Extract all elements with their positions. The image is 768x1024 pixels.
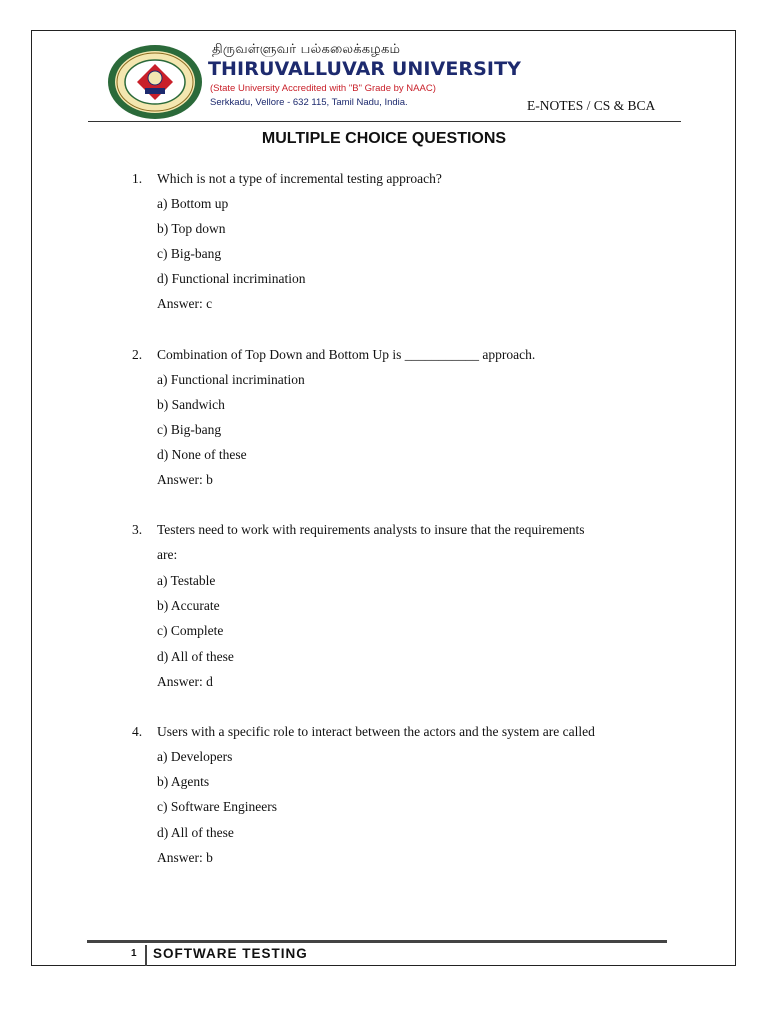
- footer-divider: [87, 940, 667, 943]
- option-text: c) Complete: [157, 623, 224, 638]
- answer-text: Answer: c: [157, 296, 213, 311]
- option-text: a) Functional incrimination: [157, 372, 305, 387]
- header-divider: [88, 121, 681, 122]
- question-number: 1.: [132, 171, 143, 186]
- question-text-continued: are:: [157, 547, 178, 562]
- question-text: Testers need to work with requirements analysts to insure that the requirements: [157, 522, 585, 537]
- answer-text: Answer: d: [157, 674, 213, 689]
- option-text: b) Agents: [157, 774, 210, 789]
- question-number: 2.: [132, 347, 143, 362]
- footer-subject: SOFTWARE TESTING: [153, 946, 308, 961]
- option-text: c) Software Engineers: [157, 799, 277, 814]
- option-text: c) Big-bang: [157, 246, 222, 261]
- university-address: Serkkadu, Vellore - 632 115, Tamil Nadu, India.: [210, 97, 408, 108]
- notes-label: E-NOTES / CS & BCA: [527, 98, 656, 113]
- option-text: d) All of these: [157, 825, 234, 840]
- option-text: d) None of these: [157, 447, 247, 462]
- option-text: b) Accurate: [157, 598, 220, 613]
- option-text: a) Bottom up: [157, 196, 229, 211]
- university-name: THIRUVALLUVAR UNIVERSITY: [208, 58, 522, 80]
- university-seal-logo: [107, 44, 203, 120]
- university-tamil-name: திருவள்ளுவர் பல்கலைக்கழகம்: [212, 42, 401, 57]
- footer-separator: [145, 945, 147, 966]
- option-text: a) Testable: [157, 573, 216, 588]
- answer-text: Answer: b: [157, 850, 213, 865]
- option-text: c) Big-bang: [157, 422, 222, 437]
- option-text: d) Functional incrimination: [157, 271, 306, 286]
- question-text: Combination of Top Down and Bottom Up is ___________ approach.: [157, 347, 536, 362]
- page-title: MULTIPLE CHOICE QUESTIONS: [261, 130, 507, 147]
- option-text: a) Developers: [157, 749, 233, 764]
- option-text: b) Sandwich: [157, 397, 225, 412]
- accreditation-text: (State University Accredited with "B" Grade by NAAC): [210, 83, 436, 94]
- option-text: d) All of these: [157, 649, 234, 664]
- page-number: 1: [131, 948, 137, 959]
- question-text: Which is not a type of incremental testing approach?: [157, 171, 442, 186]
- question-number: 3.: [132, 522, 143, 537]
- option-text: b) Top down: [157, 221, 226, 236]
- question-number: 4.: [132, 724, 143, 739]
- question-text: Users with a specific role to interact between the actors and the system are called: [157, 724, 595, 739]
- answer-text: Answer: b: [157, 472, 213, 487]
